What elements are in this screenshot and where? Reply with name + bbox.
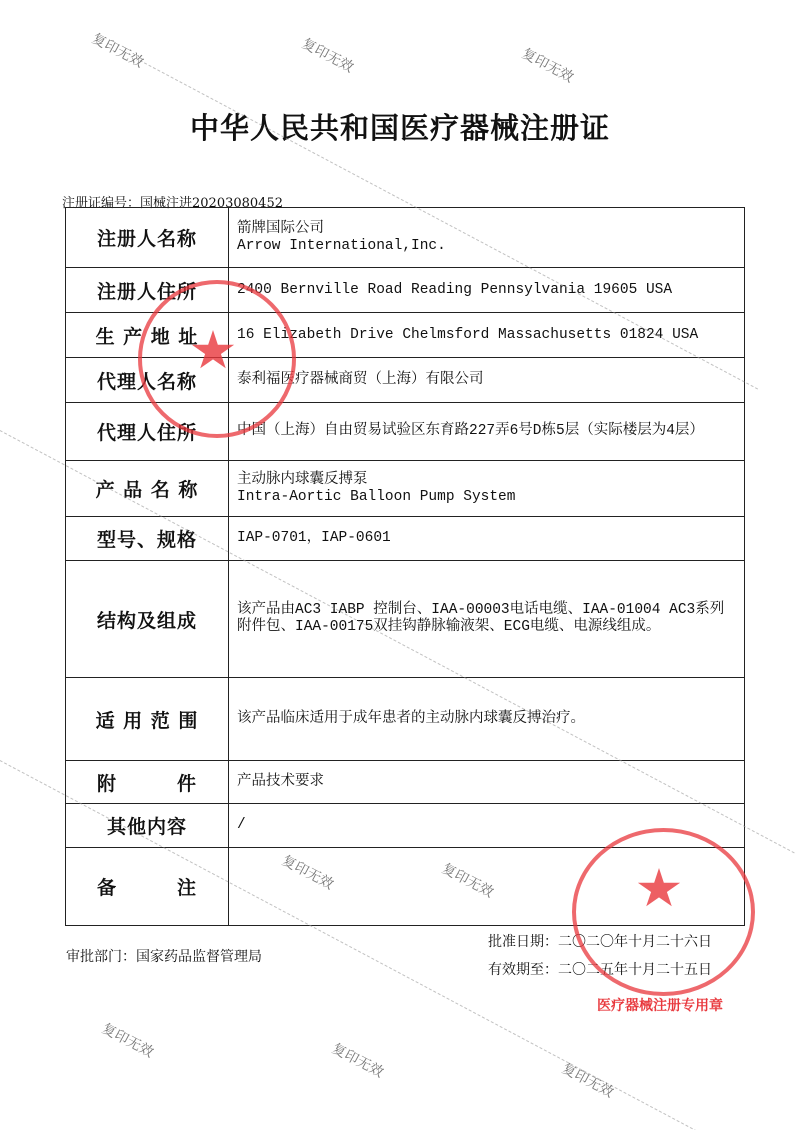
row-label: 附 件 [66, 761, 229, 804]
table-row [66, 461, 745, 517]
row-label: 适 用 范 围 [66, 678, 229, 761]
table-row [66, 678, 745, 761]
approval-date: 批准日期：二〇二〇年十月二十六日 [488, 934, 712, 950]
watermark-text: 复印无效 [439, 860, 497, 902]
watermark-text: 复印无效 [329, 1040, 387, 1082]
row-label: 注册人住所 [66, 268, 229, 313]
row-value: 2400 Bernville Road Reading Pennsylvania 19605 USA [229, 268, 745, 313]
document-title: 中华人民共和国医疗器械注册证 [189, 111, 610, 145]
row-value: 中国（上海）自由贸易试验区东育路227弄6号D栋5层（实际楼层为4层） [229, 403, 745, 461]
row-value: 产品技术要求 [229, 761, 745, 804]
row-label: 注册人名称 [66, 208, 229, 268]
table-row [66, 761, 745, 804]
watermark-text: 复印无效 [559, 1060, 617, 1102]
table-row [66, 517, 745, 561]
watermark-text: 复印无效 [99, 1020, 157, 1062]
authority-seal [572, 828, 755, 996]
row-value: / [229, 804, 745, 848]
value-line: Arrow International,Inc. [237, 237, 446, 254]
valid-until: 有效期至：二〇二五年十月二十五日 [488, 962, 712, 978]
seal-subtext: 医疗器械注册专用章 [597, 998, 723, 1014]
row-value: 16 Elizabeth Drive Chelmsford Massachusetts 01824 USA [229, 313, 745, 358]
table-row [66, 561, 745, 678]
table-row [66, 208, 745, 268]
watermark-text: 复印无效 [299, 35, 357, 77]
row-value [229, 208, 745, 268]
row-value: 泰利福医疗器械商贸（上海）有限公司 [229, 358, 745, 403]
row-label: 型号、规格 [66, 517, 229, 561]
watermark-text: 复印无效 [519, 45, 577, 87]
registration-number: 注册证编号：国械注进20203080452 [62, 196, 283, 211]
watermark-text: 复印无效 [279, 852, 337, 894]
row-label: 结构及组成 [66, 561, 229, 678]
row-label: 产 品 名 称 [66, 461, 229, 517]
value-line: Intra-Aortic Balloon Pump System [237, 488, 516, 505]
row-value: 该产品临床适用于成年患者的主动脉内球囊反搏治疗。 [229, 678, 745, 761]
row-label: 其他内容 [66, 804, 229, 848]
approval-department: 审批部门：国家药品监督管理局 [66, 949, 262, 965]
row-value [229, 461, 745, 517]
row-label: 代理人住所 [66, 403, 229, 461]
value-line: 主动脉内球囊反搏泵 [237, 471, 368, 488]
row-label: 备 注 [66, 848, 229, 926]
row-label: 生 产 地 址 [66, 313, 229, 358]
watermark-text: 复印无效 [89, 30, 147, 72]
value-line: 箭牌国际公司 [237, 220, 324, 237]
row-value: IAP-0701，IAP-0601 [229, 517, 745, 561]
row-value: 该产品由AC3 IABP 控制台、IAA-00003电话电缆、IAA-01004 AC3系列附件包、IAA-00175双挂钩静脉输液架、ECG电缆、电源线组成。 [229, 561, 745, 678]
row-label: 代理人名称 [66, 358, 229, 403]
